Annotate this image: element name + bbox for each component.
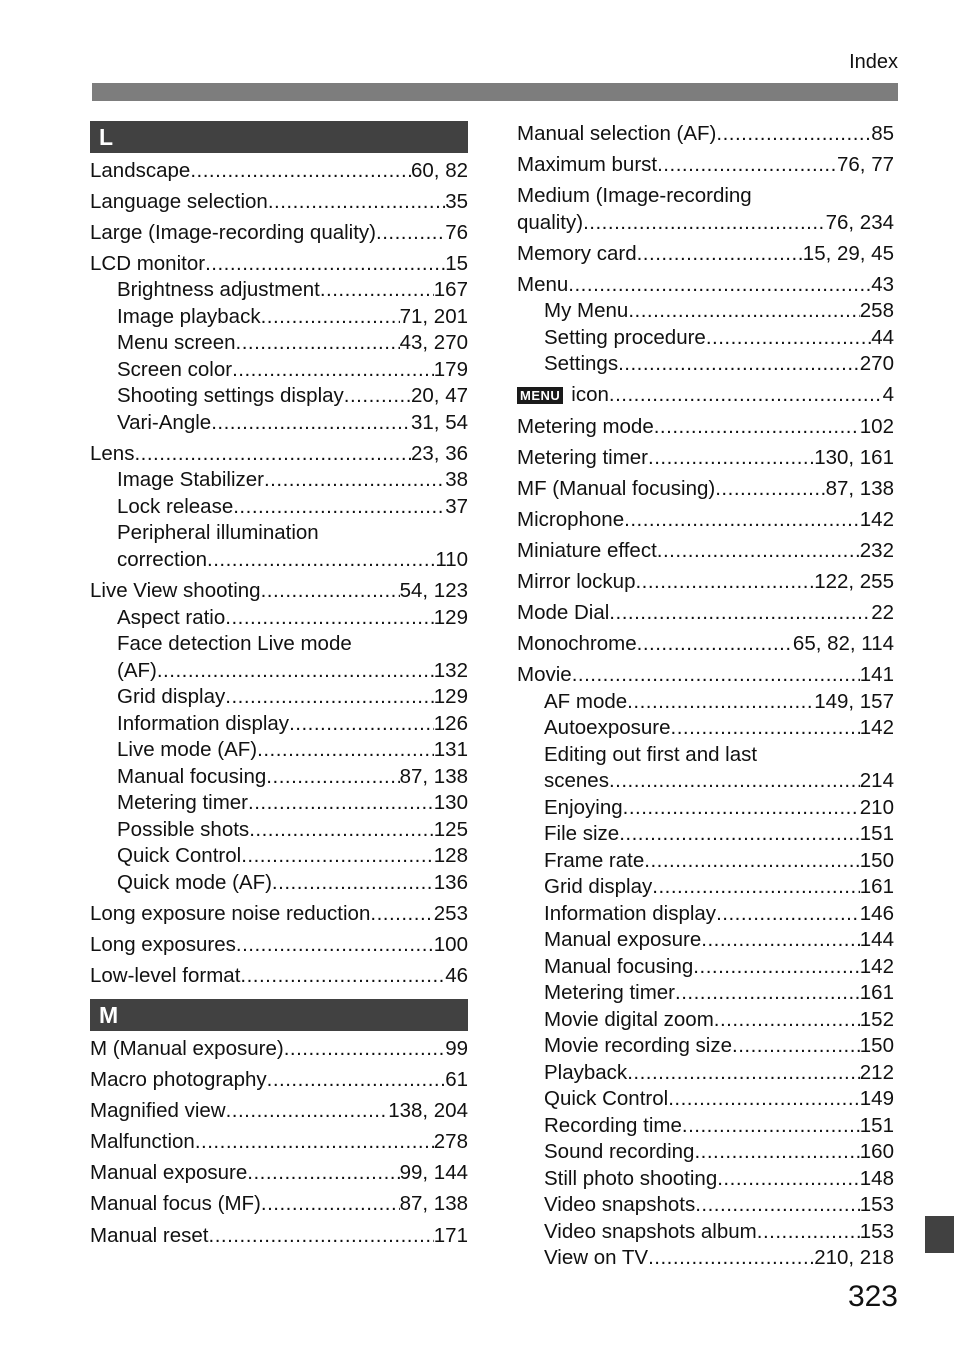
index-subentry: Manual exposure ..... 144	[517, 927, 894, 954]
index-subentry: Metering timer ..... 161	[517, 980, 894, 1007]
index-subentry: Movie digital zoom ..... 152	[517, 1007, 894, 1034]
index-subentry: Settings ..... 270	[517, 351, 894, 378]
index-subentry: Frame rate ..... 150	[517, 848, 894, 875]
index-entry: Manual reset ..... 171	[90, 1223, 468, 1250]
index-entry: Malfunction ..... 278	[90, 1129, 468, 1156]
index-entry: Metering timer ..... 130, 161	[517, 445, 894, 472]
index-subentry: Quick mode (AF) ..... 136	[90, 870, 468, 897]
index-subentry: File size ..... 151	[517, 821, 894, 848]
index-entry: M (Manual exposure) ..... 99	[90, 1036, 468, 1063]
index-entry: Menu ..... 43	[517, 272, 894, 299]
index-entry: Large (Image-recording quality) ..... 76	[90, 220, 468, 247]
index-subentry: Aspect ratio ..... 129	[90, 605, 468, 632]
header-bar	[92, 83, 898, 101]
index-subentry: Video snapshots ..... 153	[517, 1192, 894, 1219]
index-entry: Mirror lockup ..... 122, 255	[517, 569, 894, 596]
side-tab-marker	[925, 1216, 954, 1253]
index-entry: Miniature effect ..... 232	[517, 538, 894, 565]
index-subentry: AF mode ..... 149, 157	[517, 689, 894, 716]
index-subentry: Vari-Angle ..... 31, 54	[90, 410, 468, 437]
left-column	[90, 121, 468, 1249]
index-entry: MENU icon ..... 4	[517, 382, 894, 409]
index-subentry-line: Face detection Live mode	[117, 632, 352, 656]
index-subentry: Grid display ..... 161	[517, 874, 894, 901]
index-entry: Magnified view ..... 138, 204	[90, 1098, 468, 1125]
index-subentry: View on TV ..... 210, 218	[517, 1245, 894, 1272]
index-entry: Microphone ..... 142	[517, 507, 894, 534]
index-subentry: Movie recording size ..... 150	[517, 1033, 894, 1060]
index-entry: Lens ..... 23, 36	[90, 441, 468, 468]
index-subentry: Grid display ..... 129	[90, 684, 468, 711]
index-subentry: correction ..... 110	[90, 547, 468, 574]
section-header-m: M	[90, 999, 468, 1031]
index-entry: Landscape ..... 60, 82	[90, 158, 468, 185]
index-subentry: Image Stabilizer ..... 38	[90, 467, 468, 494]
index-entry: Long exposures ..... 100	[90, 932, 468, 959]
index-subentry: (AF) ..... 132	[90, 658, 468, 685]
index-subentry: Video snapshots album ..... 153	[517, 1219, 894, 1246]
index-subentry: Lock release ..... 37	[90, 494, 468, 521]
index-subentry-line: Peripheral illumination	[117, 521, 319, 545]
index-subentry: Manual focusing ..... 87, 138	[90, 764, 468, 791]
index-subentry: Manual focusing ..... 142	[517, 954, 894, 981]
running-header: Index	[849, 51, 898, 73]
index-subentry: Quick Control ..... 128	[90, 843, 468, 870]
index-subentry: Information display ..... 126	[90, 711, 468, 738]
right-column	[517, 121, 894, 1272]
index-entry: Macro photography ..... 61	[90, 1067, 468, 1094]
index-entry: Monochrome ..... 65, 82, 114	[517, 631, 894, 658]
index-entry: Memory card ..... 15, 29, 45	[517, 241, 894, 268]
index-entry: MF (Manual focusing) ..... 87, 138	[517, 476, 894, 503]
index-entry: Metering mode ..... 102	[517, 414, 894, 441]
index-entry: Maximum burst ..... 76, 77	[517, 152, 894, 179]
index-subentry: Image playback ..... 71, 201	[90, 304, 468, 331]
index-entry: Manual exposure ..... 99, 144	[90, 1160, 468, 1187]
index-entry: Live View shooting ..... 54, 123	[90, 578, 468, 605]
index-subentry: Screen color ..... 179	[90, 357, 468, 384]
index-entry-line: Medium (Image-recording	[517, 184, 752, 208]
index-subentry: Brightness adjustment ..... 167	[90, 277, 468, 304]
index-subentry: Possible shots ..... 125	[90, 817, 468, 844]
index-subentry: Quick Control ..... 149	[517, 1086, 894, 1113]
index-subentry: Playback ..... 212	[517, 1060, 894, 1087]
index-entry: Manual selection (AF) ..... 85	[517, 121, 894, 148]
index-subentry: Metering timer ..... 130	[90, 790, 468, 817]
menu-icon: MENU	[517, 387, 563, 404]
section-header-l: L	[90, 121, 468, 153]
index-subentry: My Menu ..... 258	[517, 298, 894, 325]
index-subentry: Enjoying ..... 210	[517, 795, 894, 822]
index-entry: Manual focus (MF) ..... 87, 138	[90, 1191, 468, 1218]
index-entry: Mode Dial ..... 22	[517, 600, 894, 627]
index-subentry: Recording time ..... 151	[517, 1113, 894, 1140]
index-subentry: Still photo shooting ..... 148	[517, 1166, 894, 1193]
index-entry: Long exposure noise reduction ..... 253	[90, 901, 468, 928]
index-subentry: Menu screen ..... 43, 270	[90, 330, 468, 357]
index-subentry: Sound recording ..... 160	[517, 1139, 894, 1166]
index-subentry: Live mode (AF) ..... 131	[90, 737, 468, 764]
index-entry: quality) ..... 76, 234	[517, 210, 894, 237]
index-subentry: scenes ..... 214	[517, 768, 894, 795]
index-subentry: Setting procedure ..... 44	[517, 325, 894, 352]
index-subentry-line: Editing out first and last	[544, 742, 758, 766]
page-number: 323	[847, 1280, 898, 1313]
index-subentry: Shooting settings display ..... 20, 47	[90, 383, 468, 410]
index-entry: Low-level format ..... 46	[90, 963, 468, 990]
index-subentry: Information display ..... 146	[517, 901, 894, 928]
index-entry: Movie ..... 141	[517, 662, 894, 689]
index-subentry: Autoexposure ..... 142	[517, 715, 894, 742]
index-entry: Language selection ..... 35	[90, 189, 468, 216]
index-entry: LCD monitor ..... 15	[90, 251, 468, 278]
